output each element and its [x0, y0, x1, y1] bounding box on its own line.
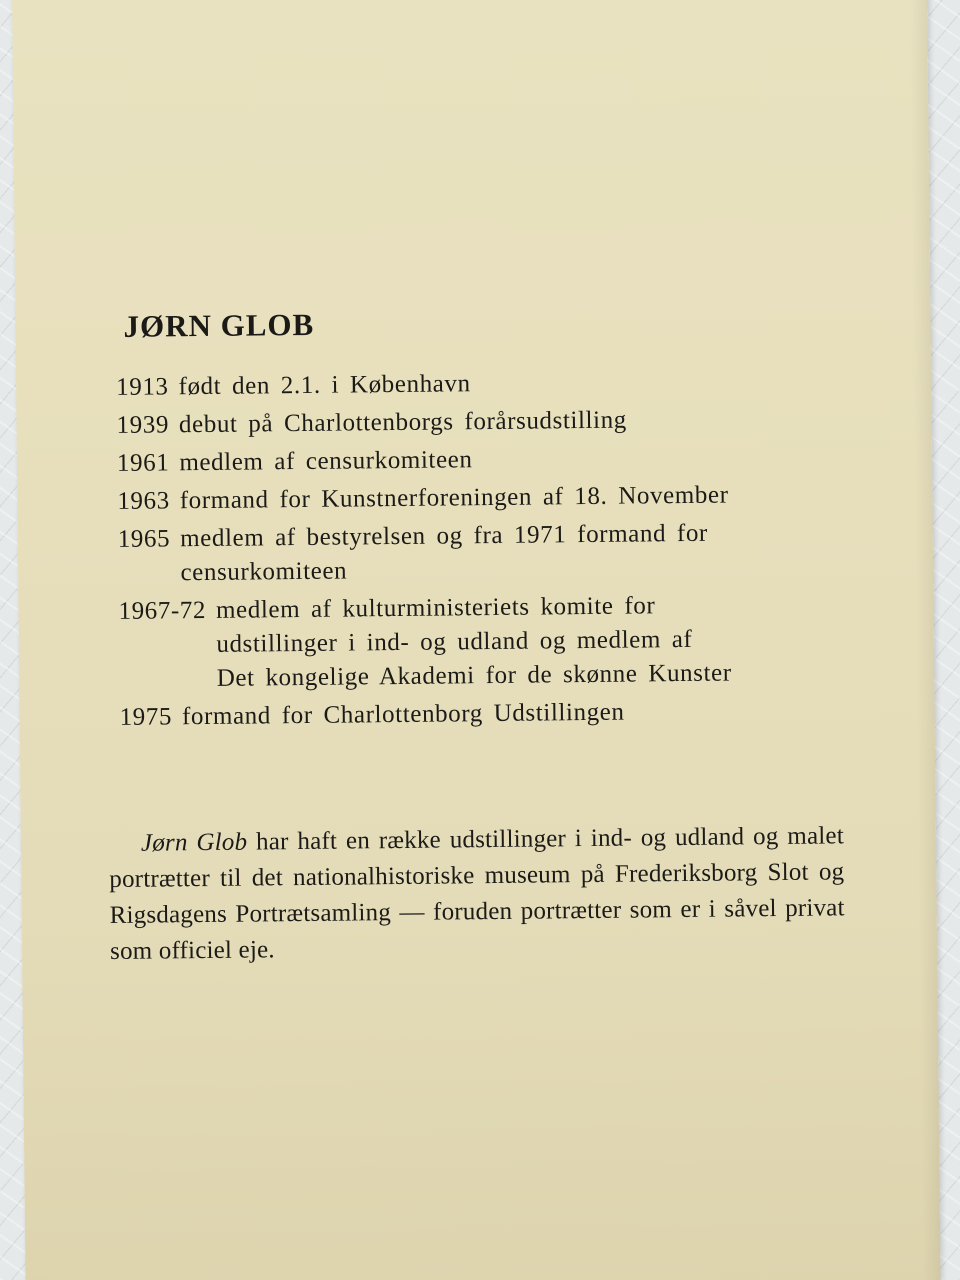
timeline-entry — [117, 439, 847, 481]
timeline-line: formand for Kunstnerforeningen af 18. November — [179, 481, 729, 515]
timeline-entry — [119, 693, 849, 735]
timeline-year: 1967-72 — [118, 597, 207, 625]
timeline-year: 1939 — [116, 411, 170, 439]
timeline-year: 1913 — [116, 373, 169, 401]
timeline-line: medlem af kulturministeriets komite for — [215, 592, 656, 624]
biography-paragraph — [109, 818, 845, 970]
page-title: JØRN GLOB — [123, 306, 315, 344]
biography-timeline — [116, 363, 850, 739]
timeline-entry — [117, 477, 847, 519]
timeline-year: 1965 — [117, 525, 171, 553]
timeline-entry — [118, 515, 849, 591]
timeline-line: medlem af censurkomiteen — [179, 446, 473, 477]
timeline-entry — [116, 363, 846, 405]
timeline-line: Det kongelige Akademi for de skønne Kunster — [216, 659, 732, 692]
timeline-text — [179, 439, 847, 480]
timeline-line: formand for Charlottenborg Udstillingen — [181, 698, 625, 731]
page-content — [12, 0, 941, 1280]
timeline-line: udstillinger i ind- og udland og medlem af — [216, 625, 693, 658]
timeline-entry — [116, 401, 846, 443]
timeline-year: 1963 — [117, 487, 170, 515]
timeline-text — [182, 693, 850, 734]
artist-name: Jørn Glob — [140, 828, 248, 857]
timeline-text — [179, 401, 847, 442]
timeline-text — [180, 515, 848, 590]
document-page — [12, 0, 941, 1280]
timeline-line: medlem af bestyrelsen og fra 1971 formand for — [180, 519, 709, 553]
timeline-year: 1975 — [119, 703, 173, 731]
timeline-year: 1961 — [116, 449, 170, 477]
timeline-line: censurkomiteen — [180, 557, 348, 587]
timeline-text — [178, 363, 846, 404]
timeline-text — [216, 587, 850, 696]
paragraph-text: har haft en række udstillinger i ind- og udland og malet portrætter til det nationalhistoriske museum på Frederiksborg Slot og Rigsdagens Portrætsamling — foruden portrætter som er i såvel privat som officiel eje. — [109, 822, 845, 966]
timeline-line: født den 2.1. i København — [178, 370, 471, 401]
timeline-entry — [118, 587, 849, 697]
timeline-line: debut på Charlottenborgs forårsudstilling — [178, 406, 627, 439]
timeline-text — [180, 477, 848, 518]
